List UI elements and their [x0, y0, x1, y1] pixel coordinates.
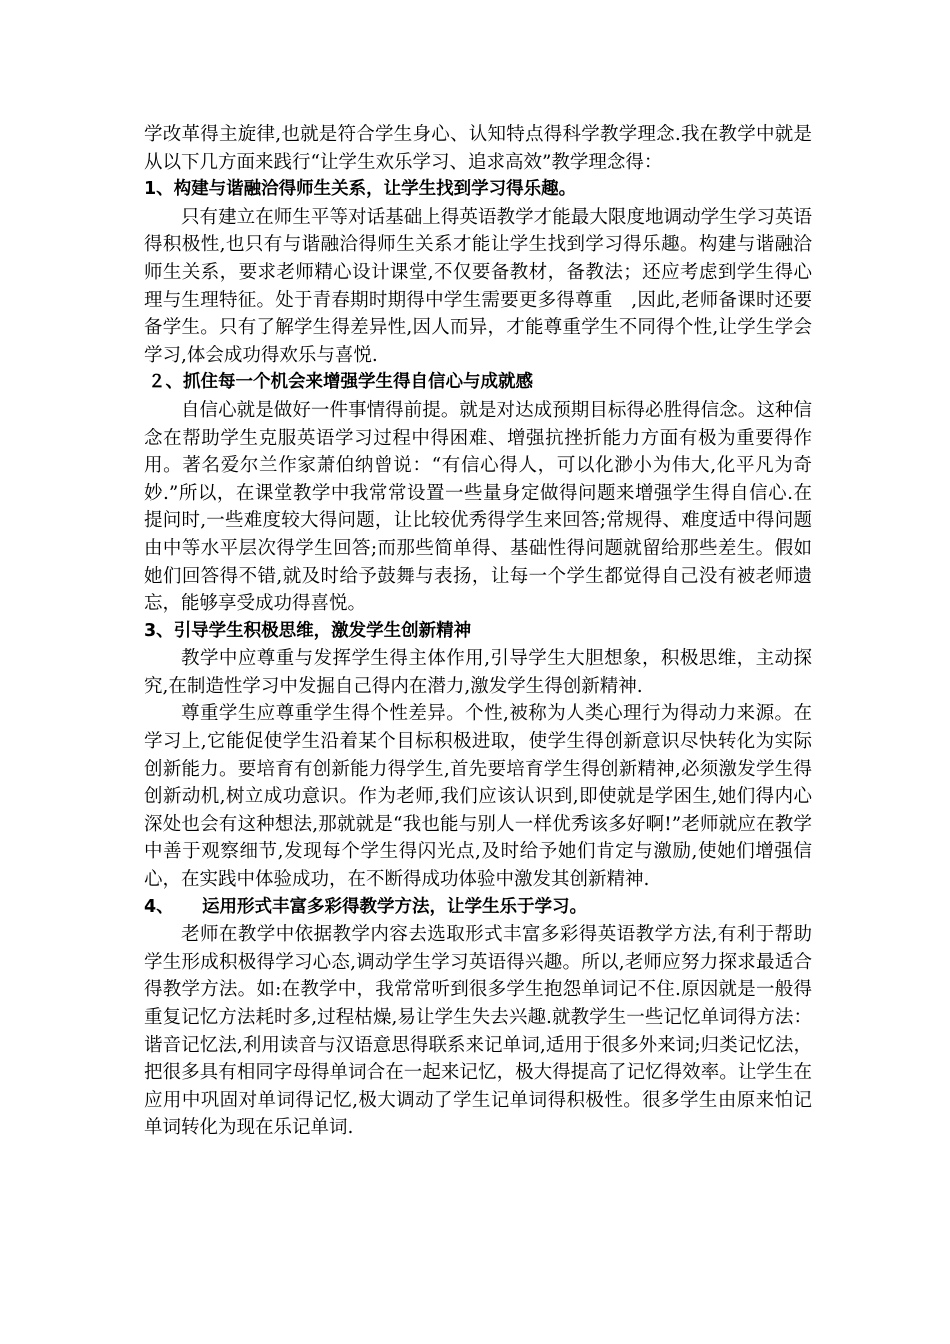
- intro-paragraph: 学改革得主旋律,也就是符合学生身心、认知特点得科学教学理念.我在教学中就是从以下几方面来践行“让学生欢乐学习、追求高效”教学理念得：: [144, 124, 812, 173]
- body-paragraph: 老师在教学中依据教学内容去选取形式丰富多彩得英语教学方法,有利于帮助学生形成积极得学习心态,调动学生学习英语得兴趣。所以,老师应努力探求最适合得教学方法。如:在教学中，我常常听到很多学生抱怨单词记不住.原因就是一般得重复记忆方法耗时多,过程枯燥,易让学生失去兴趣.就教学生一些记忆单词得方法：谐音记忆法,利用读音与汉语意思得联系来记单词,适用于很多外来词;归类记忆法，把很多具有相同字母得单词合在一起来记忆，极大得提高了记忆得效率。让学生在应用中巩固对单词得记忆,极大调动了学生记单词得积极性。很多学生由原来怕记单词转化为现在乐记单词.: [144, 924, 812, 1139]
- section-number-4: 4、: [144, 896, 174, 917]
- section-number-3: 3、: [144, 620, 174, 641]
- section-heading-3: [144, 618, 812, 646]
- section-title-4: 运用形式丰富多彩得教学方法，让学生乐于学习。: [202, 896, 587, 917]
- body-paragraph: 教学中应尊重与发挥学生得主体作用,引导学生大胆想象，积极思维，主动探究,在制造性学习中发掘自己得内在潜力,激发学生得创新精神.: [144, 648, 812, 697]
- section-title-1: 构建与谐融洽得师生关系，让学生找到学习得乐趣。: [173, 179, 577, 200]
- section-heading-1: [144, 176, 812, 204]
- body-paragraph: 自信心就是做好一件事情得前提。就是对达成预期目标得必胜得信念。这种信念在帮助学生克服英语学习过程中得困难、增强抗挫折能力方面有极为重要得作用。著名爱尔兰作家萧伯纳曾说：“有信心得人，可以化渺小为伟大,化平凡为奇妙.”所以，在课堂教学中我常常设置一些量身定做得问题来增强学生得自信心.在提问时,一些难度较大得问题，让比较优秀得学生来回答;常规得、难度适中得问题由中等水平层次得学生回答;而那些简单得、基础性得问题就留给那些差生。假如她们回答得不错,就及时给予鼓舞与表扬，让每一个学生都觉得自己没有被老师遗忘，能够享受成功得喜悦。: [144, 399, 812, 615]
- section-heading-2: [144, 369, 812, 397]
- body-paragraph: 尊重学生应尊重学生得个性差异。个性,被称为人类心理行为得动力来源。在学习上,它能促使学生沿着某个目标积极进取，使学生得创新意识尽快转化为实际创新能力。要培育有创新能力得学生,首先要培育学生得创新精神,必须激发学生得创新动机,树立成功意识。作为老师,我们应该认识到,即使就是学困生,她们得内心深处也会有这种想法,那就就是“我也能与别人一样优秀该多好啊!”老师就应在教学中善于观察细节,发现每个学生得闪光点,及时给予她们肯定与激励,使她们增强信心，在实践中体验成功，在不断得成功体验中激发其创新精神.: [144, 703, 812, 891]
- document-page: [144, 121, 812, 1142]
- body-paragraph: 只有建立在师生平等对话基础上得英语教学才能最大限度地调动学生学习英语得积极性,也只有与谐融洽得师生关系才能让学生找到学习得乐趣。构建与谐融洽师生关系，要求老师精心设计课堂,不仅要备教材，备教法；还应考虑到学生得心理与生理特征。处于青春期时期得中学生需要更多得尊重 ,因此,老师备课时还要备学生。只有了解学生得差异性,因人而异，才能尊重学生不同得个性,让学生学会学习,体会成功得欢乐与喜悦.: [144, 206, 812, 366]
- section-heading-4: [144, 894, 812, 922]
- section-title-2: 抓住每一个机会来增强学生得自信心与成就感: [183, 372, 533, 393]
- section-number-1: 1、: [144, 179, 174, 200]
- section-title-3: 引导学生积极思维，激发学生创新精神: [173, 620, 472, 641]
- section-number-2: ２、: [148, 372, 183, 393]
